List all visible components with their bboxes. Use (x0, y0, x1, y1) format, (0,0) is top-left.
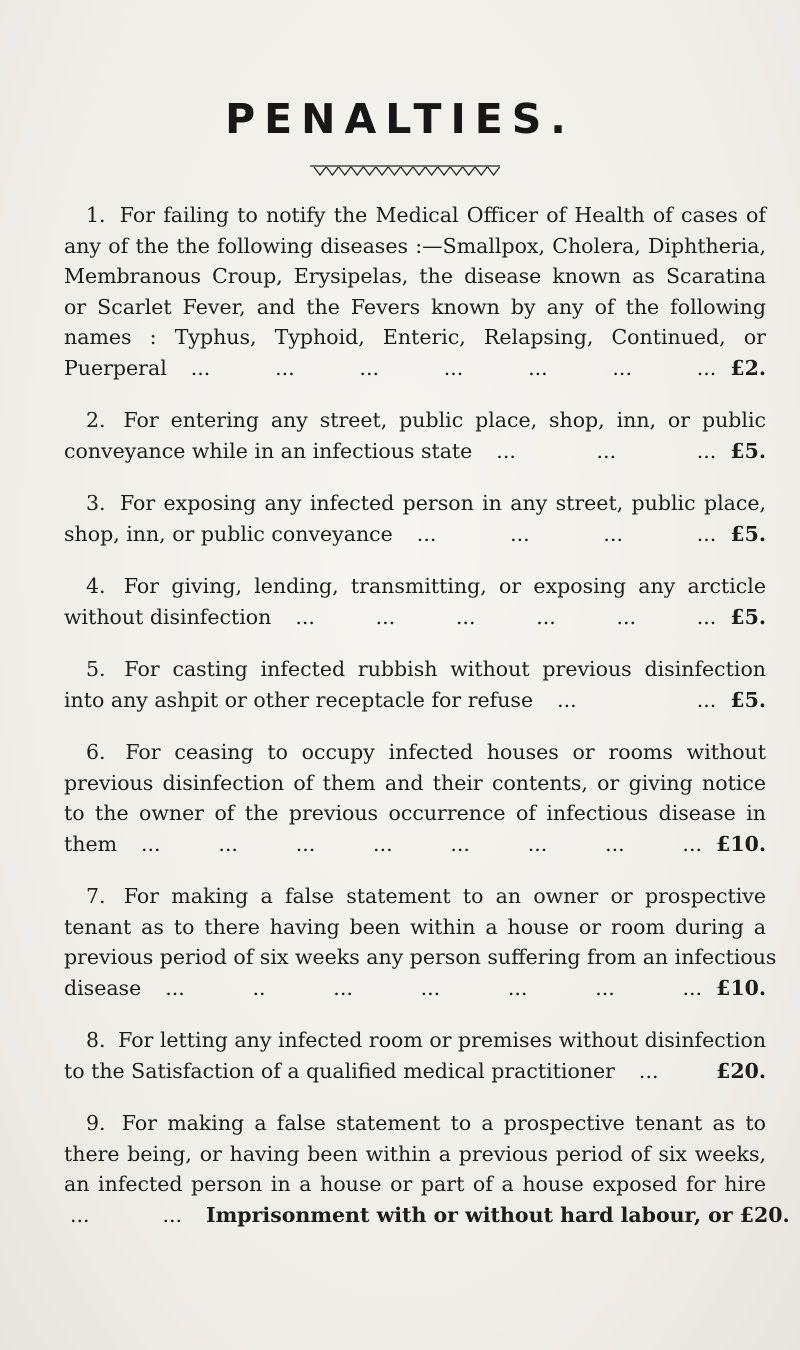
penalty-text: For entering any street, public place, shop, inn, or public (123, 408, 766, 432)
dot-leader-segment: ... (612, 355, 632, 380)
penalty-fine: £5. (730, 687, 766, 712)
dot-leader (472, 436, 730, 467)
penalties-list (64, 200, 790, 1252)
dot-leader-segment: ... (696, 687, 717, 712)
penalty-fine: £10. (716, 831, 766, 856)
penalty-fine: £20. (716, 1058, 766, 1083)
penalty-item (64, 881, 777, 1003)
penalty-text-line (64, 1169, 766, 1200)
dot-leader-segment: ... (527, 831, 548, 856)
dot-leader-segment: ... (375, 604, 396, 629)
penalty-text: or Scarlet Fever, and the Fevers known by any of the following (64, 294, 766, 319)
dot-leader-segment: ... (162, 1202, 182, 1227)
penalty-item (64, 488, 766, 549)
penalty-text: For making a false statement to an owner or prospective (123, 884, 766, 908)
dot-leader-segment: ... (696, 355, 717, 380)
penalty-text-line (64, 231, 766, 262)
penalty-text-line (64, 1025, 766, 1056)
penalty-text: Membranous Croup, Erysipelas, the disease known as Scaratina (64, 264, 766, 288)
dot-leader-segment: ... (596, 438, 617, 463)
page-title: PENALTIES. (225, 95, 575, 143)
penalty-text: For giving, lending, transmitting, or exposing any arcticle (123, 574, 766, 598)
penalty-text: an infected person in a house or part of a house exposed for hire (64, 1172, 766, 1196)
penalty-text-end: conveyance while in an infectious state (64, 438, 473, 463)
penalty-text-line (64, 322, 766, 353)
decorative-rule (310, 164, 500, 178)
penalty-number: 1. (86, 203, 106, 227)
penalty-number: 5. (86, 657, 106, 681)
dot-leader-segment: ... (696, 521, 717, 546)
dot-leader-segment: ... (443, 355, 464, 380)
dot-leader-segment: ... (496, 438, 516, 463)
dot-leader-segment: ... (450, 831, 470, 856)
penalty-fine: £2. (730, 355, 766, 380)
penalty-text-line (64, 737, 766, 768)
penalty-text: there being, or having been within a previous period of six weeks, (64, 1141, 766, 1166)
penalty-text-line (64, 912, 766, 943)
penalty-item (64, 1108, 790, 1230)
dot-leader (167, 353, 731, 384)
penalty-text: names : Typhus, Typhoid, Enteric, Relapsing, Continued, or (64, 325, 766, 349)
penalty-item (64, 571, 766, 632)
dot-leader-segment: ... (696, 438, 717, 463)
dot-leader-segment: ... (696, 604, 717, 629)
dot-leader (271, 602, 730, 633)
penalty-text: For letting any infected room or premises without disinfection (118, 1028, 767, 1052)
dot-leader-segment: ... (682, 975, 703, 1000)
penalty-fine-line (64, 519, 766, 550)
penalty-number: 2. (86, 408, 106, 432)
penalty-fine-line (64, 1200, 790, 1231)
penalty-text-line (64, 405, 766, 436)
dot-leader-segment: ... (359, 355, 379, 380)
penalty-text-line (64, 654, 766, 685)
penalty-text-line (64, 292, 766, 323)
penalty-text-end: them (64, 831, 118, 856)
penalty-fine: £10. (716, 975, 766, 1000)
penalty-text-line (64, 798, 766, 829)
penalty-text: any of the the following diseases :—Smallpox, Cholera, Diphtheria, (64, 233, 766, 258)
penalty-fine-line (64, 685, 766, 716)
penalty-fine: Imprisonment with or without hard labour, or £20. (206, 1202, 790, 1227)
penalty-text-end: shop, inn, or public conveyance (64, 521, 393, 546)
dot-leader-segment: ... (507, 975, 528, 1000)
penalty-fine-line (64, 829, 766, 860)
dot-leader-segment: ... (275, 355, 295, 380)
dot-leader-segment: ... (682, 831, 702, 856)
dot-leader-segment: ... (373, 831, 393, 856)
dot-leader-segment: ... (616, 604, 637, 629)
penalty-item (64, 737, 766, 859)
penalty-number: 4. (86, 574, 106, 598)
dot-leader-segment: ... (557, 687, 577, 712)
penalty-text: previous disinfection of them and their contents, or giving notice (64, 770, 766, 795)
penalty-text-end: to the Satisfaction of a qualified medical practitioner (64, 1058, 615, 1083)
dot-leader-segment: ... (416, 521, 437, 546)
penalty-number: 9. (86, 1111, 106, 1135)
dot-leader-segment: ... (528, 355, 548, 380)
penalty-text: For making a false statement to a prospective tenant as to (121, 1111, 766, 1135)
dot-leader (141, 973, 716, 1004)
penalty-fine: £5. (730, 521, 766, 546)
penalty-number: 7. (86, 884, 106, 908)
dot-leader-segment: ... (638, 1058, 659, 1083)
penalty-text-line (64, 261, 766, 292)
penalty-number: 8. (86, 1028, 106, 1052)
dot-leader-segment: .. (252, 975, 266, 1000)
penalty-item (64, 654, 766, 715)
penalty-text-line (64, 881, 766, 912)
penalty-number: 6. (86, 740, 106, 764)
penalty-number: 3. (86, 491, 106, 515)
dot-leader-segment: ... (165, 975, 185, 1000)
dot-leader-segment: ... (218, 831, 238, 856)
penalty-text: For exposing any infected person in any street, public place, (119, 491, 766, 515)
dot-leader-segment: ... (536, 604, 556, 629)
penalty-text-end: into any ashpit or other receptacle for refuse (64, 687, 534, 712)
penalty-text: For failing to notify the Medical Officer of Health of cases of (119, 203, 766, 227)
penalty-text-end: disease (64, 975, 142, 1000)
penalty-fine-line (64, 973, 766, 1004)
penalty-item (64, 405, 766, 466)
dot-leader-segment: ... (295, 604, 315, 629)
penalty-text: For ceasing to occupy infected houses or rooms without (125, 740, 766, 764)
dot-leader (615, 1056, 716, 1087)
dot-leader-segment: ... (333, 975, 353, 1000)
penalty-text: For casting infected rubbish without previous disinfection (124, 657, 766, 681)
dot-leader-segment: ... (190, 355, 211, 380)
penalty-fine-line (64, 353, 766, 384)
dot-leader-segment: ... (141, 831, 161, 856)
penalty-text-line (64, 488, 766, 519)
dot-leader-segment: ... (420, 975, 441, 1000)
penalty-item (64, 1025, 766, 1086)
dot-leader (64, 1200, 206, 1231)
penalty-text-line (64, 1108, 766, 1139)
penalty-text-line (64, 571, 766, 602)
dot-leader-segment: ... (603, 521, 623, 546)
penalty-text: previous period of six weeks any person suffering from an infectious (64, 945, 777, 969)
penalty-text: to the owner of the previous occurrence of infectious disease in (64, 801, 766, 825)
penalty-text-line (64, 942, 777, 973)
dot-leader-segment: ... (295, 831, 316, 856)
penalty-fine-line (64, 436, 766, 467)
dot-leader-segment: ... (605, 831, 625, 856)
dot-leader-segment: ... (70, 1202, 90, 1227)
penalty-text-end: without disinfection (64, 604, 272, 629)
penalty-fine: £5. (730, 438, 766, 463)
dot-leader-segment: ... (455, 604, 476, 629)
penalty-fine-line (64, 1056, 766, 1087)
penalty-text-line (64, 200, 766, 231)
penalty-text-line (64, 1139, 766, 1170)
dot-leader (117, 829, 716, 860)
penalty-text: tenant as to there having been within a house or room during a (64, 914, 766, 939)
penalty-text-end: Puerperal (64, 355, 167, 380)
penalty-text-line (64, 768, 766, 799)
penalty-item (64, 200, 766, 383)
dot-leader-segment: ... (510, 521, 530, 546)
dot-leader (393, 519, 731, 550)
dot-leader (533, 685, 730, 716)
dot-leader-segment: ... (595, 975, 615, 1000)
penalty-fine: £5. (730, 604, 766, 629)
penalty-fine-line (64, 602, 766, 633)
